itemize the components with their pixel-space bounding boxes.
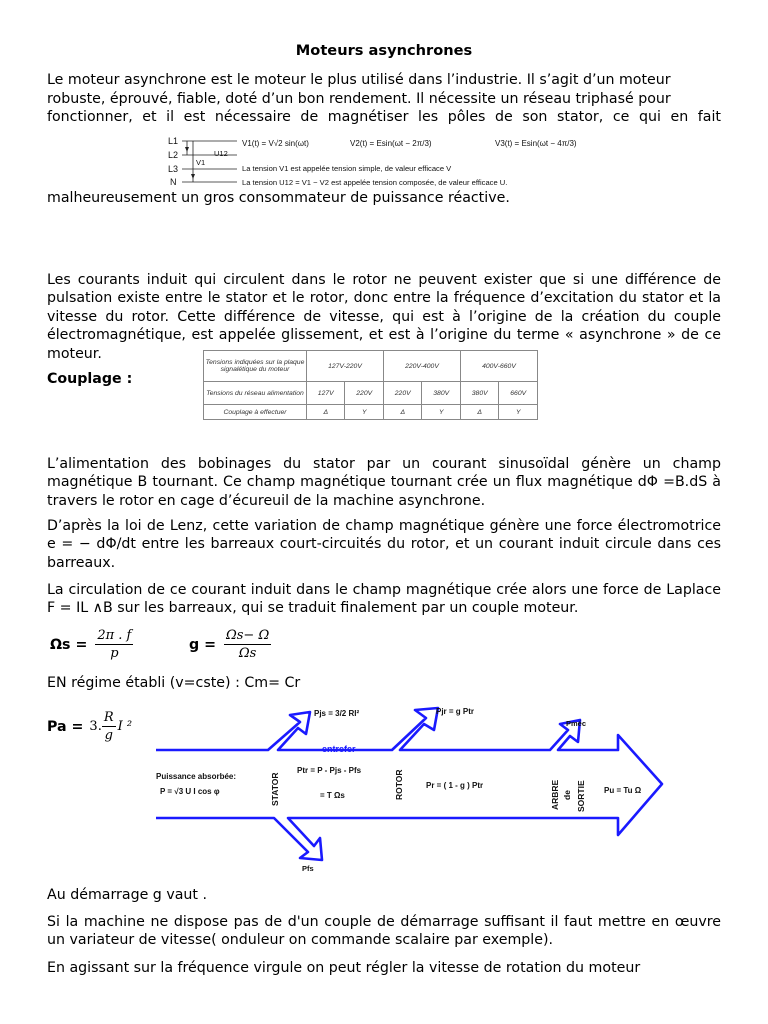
absorbed-power-formula — [47, 710, 132, 743]
coupling-table — [203, 350, 538, 420]
table-range-2: 220V-400V — [383, 351, 460, 382]
lenz-paragraph: D’après la loi de Lenz, cette variation de champ magnétique génère une force électromotrice e = − dΦ/dt entre les barreaux court-circuités du rotor, et un courant induit circule dans ces barreaux. — [47, 518, 721, 571]
u12-label: U12 — [214, 149, 228, 158]
entrefer-label: entrefer — [322, 744, 356, 754]
table-cell: Δ — [307, 405, 345, 420]
table-range-1: 127V-220V — [307, 351, 384, 382]
sortie-label: SORTIE — [576, 780, 586, 812]
pa-suffix: I ² — [117, 719, 133, 734]
pa-prefix: 3. — [89, 719, 102, 734]
table-cell: 380V — [422, 382, 461, 405]
intro-line-4: malheureusement un gros consommateur de puissance réactive. — [47, 190, 510, 206]
v1-label: V1 — [196, 158, 206, 167]
omega-s-denominator: p — [110, 646, 119, 661]
intro-line-1: Le moteur asynchrone est le moteur le plus utilisé dans l’industrie. Il s’agit d’un moteur — [47, 72, 671, 88]
slip-formula — [189, 628, 271, 661]
ptr-formula: Ptr = P - Pjs - Pfs — [297, 766, 362, 775]
frequence-text: En agissant sur la fréquence virgule on peut régler la vitesse de rotation du moteur — [47, 960, 641, 976]
omega-s-label: Ωs = — [50, 636, 88, 653]
stator-label: STATOR — [270, 772, 280, 806]
de-label: de — [562, 790, 572, 800]
pmec-label: Pméc — [566, 719, 587, 728]
table-cell: Y — [345, 405, 384, 420]
table-row2-label: Couplage à effectuer — [204, 405, 307, 420]
laplace-paragraph: La circulation de ce courant induit dans le champ magnétique crée alors une force de Laplace F = IL ∧B sur les barreaux, qui se traduit finalement par un couple moteur. — [47, 582, 721, 617]
intro-line-2: robuste, éprouvé, fiable, doté d’un bon rendement. Il nécessite un réseau triphasé pour — [47, 90, 671, 107]
rotor-label: ROTOR — [394, 769, 404, 800]
table-range-3: 400V-660V — [460, 351, 537, 382]
omega-s-formula — [50, 628, 133, 661]
pjs-label: Pjs = 3/2 RI² — [314, 709, 360, 718]
pu-formula: Pu = Tu Ω — [604, 786, 642, 795]
slip-numerator: Ωs− Ω — [225, 628, 270, 643]
eq-v2: V2(t) = Esin(ωt − 2π/3) — [350, 139, 432, 148]
pfs-label: Pfs — [302, 864, 314, 873]
regime-text: EN régime établi (v=cste) : Cm= Cr — [47, 675, 301, 691]
main-power-arrow — [156, 708, 662, 860]
omega-s-numerator: 2π . f — [97, 628, 132, 643]
arbre-label: ARBRE — [550, 779, 560, 810]
table-cell: 127V — [307, 382, 345, 405]
table-cell: Δ — [460, 405, 498, 420]
pr-formula: Pr = ( 1 - g ) Ptr — [426, 781, 484, 790]
table-row1-label: Tensions du réseau alimentation — [204, 382, 307, 405]
table-cell: 660V — [499, 382, 538, 405]
table-cell: Y — [422, 405, 461, 420]
table-cell: 220V — [383, 382, 421, 405]
pa-label: Pa = — [47, 718, 84, 735]
three-phase-network-figure — [165, 132, 590, 192]
eq-v1: V1(t) = V√2 sin(ωt) — [242, 139, 309, 148]
absorbed-title: Puissance absorbée: — [156, 772, 237, 781]
glissement-paragraph: Les courants induit qui circulent dans le rotor ne peuvent exister que si une différence de pulsation existe entre le stator et le rotor, donc entre la fréquence d’excitation du stator et la vitesse du rotor. Cette différence de vitesse, qui est à l’origine de la création du couple électromagnétique, est appelée glissement, et est à l’origine du terme « asynchrone » de ce moteur. — [47, 272, 721, 362]
absorbed-formula: P = √3 U I cos φ — [160, 787, 220, 796]
line-l2-label: L2 — [168, 150, 179, 160]
note-u12: La tension U12 = V1 − V2 est appelée tension composée, de valeur efficace U. — [242, 178, 508, 187]
power-flow-diagram — [150, 700, 670, 875]
start-text: Au démarrage g vaut . — [47, 887, 207, 903]
pa-numerator: R — [103, 710, 114, 725]
table-cell: Δ — [383, 405, 421, 420]
intro-line-3: fonctionner, et il est nécessaire de magnétiser les pôles de son stator, ce qui en fait — [47, 109, 721, 125]
page-title: Moteurs asynchrones — [295, 42, 473, 59]
line-l1-label: L1 — [168, 136, 179, 146]
variateur-paragraph: Si la machine ne dispose pas de d'un couple de démarrage suffisant il faut mettre en œuvre un variateur de vitesse( onduleur on commande scalaire par exemple). — [47, 914, 721, 949]
eq-v3: V3(t) = Esin(ωt − 4π/3) — [495, 139, 577, 148]
table-cell: 380V — [460, 382, 498, 405]
pa-denominator: g — [104, 728, 113, 743]
slip-denominator: Ωs — [238, 646, 257, 661]
slip-label: g = — [189, 636, 216, 653]
pjr-label: Pjr = g Ptr — [436, 707, 475, 716]
alimentation-paragraph: L’alimentation des bobinages du stator par un courant sinusoïdal génère un champ magnétique B tournant. Ce champ magnétique tournant crée un flux magnétique dΦ =B.dS à travers le rotor en cage d’écureuil de la machine asynchrone. — [47, 456, 721, 509]
note-v1: La tension V1 est appelée tension simple, de valeur efficace V — [242, 164, 452, 173]
ptr-torque: = T Ωs — [320, 791, 345, 800]
line-n-label: N — [170, 177, 177, 187]
table-cell: Y — [499, 405, 538, 420]
table-header-label: Tensions indiquées sur la plaque signalétique du moteur — [204, 351, 307, 382]
table-cell: 220V — [345, 382, 384, 405]
line-l3-label: L3 — [168, 164, 179, 174]
couplage-label: Couplage : — [47, 371, 133, 387]
